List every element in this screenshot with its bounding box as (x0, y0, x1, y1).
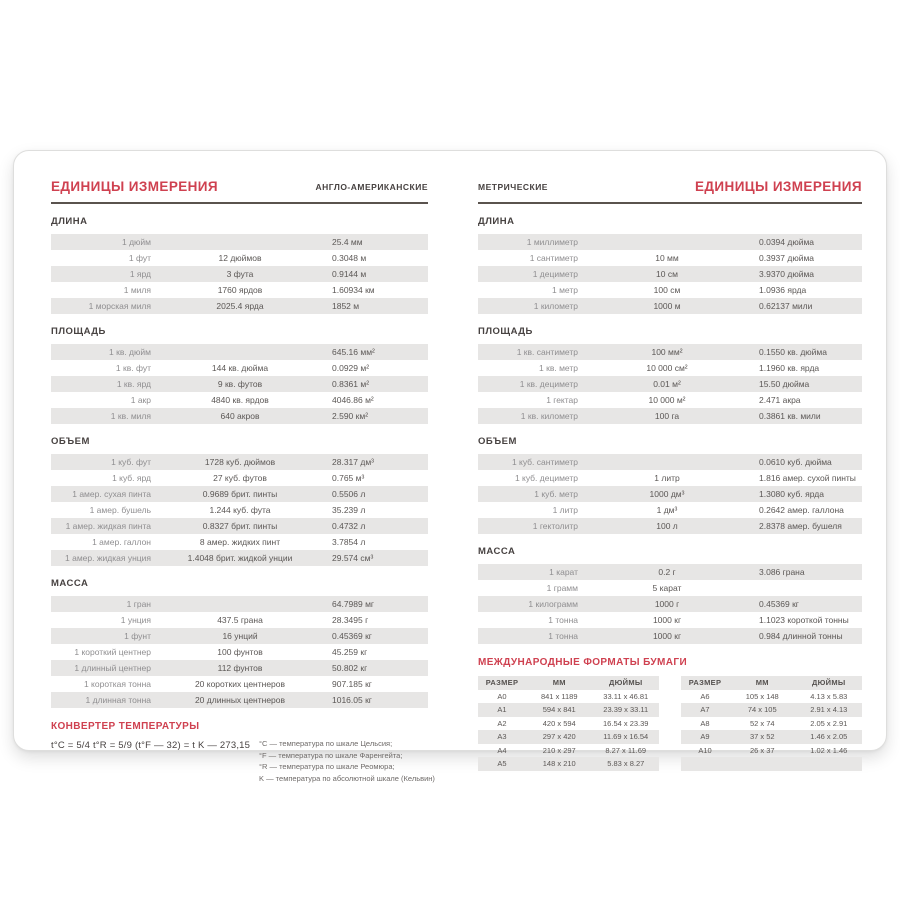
table-row (51, 234, 428, 250)
table-cell: 1.46 x 2.05 (810, 732, 848, 741)
table-cell: 1.4048 брит. жидкой унции (187, 553, 293, 563)
table-cell: 112 фунтов (217, 663, 263, 673)
units-table (478, 344, 862, 424)
table-cell: 1 кв. метр (539, 363, 578, 373)
column-size: РАЗМЕР (688, 678, 722, 687)
table-row (681, 703, 862, 717)
table-cell: 420 x 594 (542, 718, 576, 728)
table-row (681, 757, 862, 771)
table-row (51, 266, 428, 282)
table-cell: 15.50 дюйма (759, 379, 810, 389)
table-row (478, 564, 862, 580)
table-cell: 0.5506 л (332, 489, 366, 499)
table-row (51, 250, 428, 266)
section-heading: ДЛИНА (478, 216, 515, 227)
table-cell: 1000 м (653, 301, 681, 311)
table-cell: 1 гектолитр (532, 521, 578, 531)
table-cell: A6 (700, 691, 710, 701)
units-table (478, 234, 862, 314)
table-row (51, 376, 428, 392)
table-cell: 10 000 см² (646, 363, 688, 373)
table-cell: 594 x 841 (542, 705, 576, 714)
table-cell: 1 километр (533, 301, 578, 311)
table-cell: 640 акров (220, 411, 260, 421)
table-cell: 1 гран (126, 599, 151, 609)
table-cell: 1 метр (552, 285, 578, 295)
table-row (51, 298, 428, 314)
table-cell: 1 кв. дюйм (109, 347, 151, 357)
section-heading: ДЛИНА (51, 216, 88, 227)
section-heading: МАССА (478, 546, 516, 557)
table-cell: 11.69 x 16.54 (603, 732, 649, 741)
paper-tables (478, 676, 862, 771)
table-cell: 5 карат (652, 583, 682, 593)
table-cell (161, 234, 319, 250)
table-cell: 2025.4 ярда (216, 301, 264, 311)
table-cell: 10 см (656, 269, 678, 279)
table-cell: 10 мм (655, 253, 679, 263)
paper-rows (681, 690, 862, 771)
section-heading: ОБЪЕМ (478, 436, 517, 447)
table-cell: 907.185 кг (332, 679, 372, 689)
table-cell: 8 амер. жидких пинт (199, 537, 281, 547)
table-row (478, 580, 862, 596)
section-mass (51, 578, 428, 708)
table-cell: 20 коротких центнеров (194, 679, 286, 689)
table-cell: 1000 кг (652, 615, 682, 625)
table-row (478, 612, 862, 628)
table-cell (729, 757, 796, 771)
table-cell: 0.01 м² (653, 379, 681, 389)
table-cell: 35.239 л (332, 505, 366, 515)
table-row (51, 408, 428, 424)
paper-table-a0-a5 (478, 676, 659, 771)
table-row (478, 596, 862, 612)
table-cell: 1 кв. километр (520, 411, 578, 421)
table-cell: 1.02 x 1.46 (810, 745, 848, 755)
section-heading: ПЛОЩАДЬ (478, 326, 533, 337)
table-cell: 10 000 м² (648, 395, 686, 405)
table-row (478, 282, 862, 298)
table-row (478, 486, 862, 502)
table-cell: 148 x 210 (542, 759, 576, 768)
table-cell: 1 кв. фут (115, 363, 151, 373)
column-mm: ММ (755, 678, 769, 687)
table-row (478, 408, 862, 424)
table-cell: 5.83 x 8.27 (607, 759, 645, 768)
section-length (51, 216, 428, 314)
table-cell (681, 757, 729, 771)
table-cell: 26 x 37 (749, 745, 775, 755)
table-row (51, 282, 428, 298)
table-cell: A7 (700, 705, 710, 714)
table-cell: 1 литр (552, 505, 578, 515)
table-cell (588, 454, 746, 470)
table-row (51, 502, 428, 518)
section-volume (51, 436, 428, 566)
table-cell: 100 мм² (651, 347, 683, 357)
table-cell: A10 (698, 745, 712, 755)
paper-table-header (478, 676, 659, 690)
table-cell: A4 (497, 745, 507, 755)
table-row (478, 392, 862, 408)
table-row (478, 757, 659, 771)
table-cell: 1 килограмм (528, 599, 578, 609)
table-cell: 1 дюйм (121, 237, 151, 247)
table-cell: 1 кв. сантиметр (516, 347, 578, 357)
paper-table-a6-a10 (681, 676, 862, 771)
table-cell: 25.4 мм (332, 237, 363, 247)
table-cell: 1 длинный центнер (74, 663, 151, 673)
section-heading: МАССА (51, 578, 89, 589)
table-cell: 0.984 длинной тонны (759, 631, 843, 641)
table-cell: 0.9689 брит. пинты (202, 489, 278, 499)
table-cell: 33.11 x 46.81 (603, 691, 649, 701)
table-row (681, 730, 862, 744)
table-cell: 1.244 куб. фута (209, 505, 271, 515)
table-row (51, 644, 428, 660)
table-cell: A1 (497, 705, 507, 714)
table-row (681, 690, 862, 704)
table-cell: 52 x 74 (749, 718, 775, 728)
table-cell: 1 амер. жидкая пинта (65, 521, 151, 531)
header-rule (51, 202, 428, 204)
table-cell: 74 x 105 (747, 705, 777, 714)
table-cell: 16.54 x 23.39 (603, 718, 649, 728)
table-row (681, 717, 862, 731)
table-cell: 1 амер. сухая пинта (72, 489, 151, 499)
table-row (51, 628, 428, 644)
table-cell: 0.1550 кв. дюйма (759, 347, 827, 357)
units-table (478, 454, 862, 534)
table-cell: 1852 м (332, 301, 360, 311)
table-row (51, 660, 428, 676)
table-cell: 0.0929 м² (332, 363, 370, 373)
table-cell: 100 га (654, 411, 680, 421)
table-cell: 28.317 дм³ (332, 457, 374, 467)
table-row (478, 744, 659, 758)
table-cell: 2.8378 амер. бушеля (759, 521, 842, 531)
table-cell: 0.8361 м² (332, 379, 370, 389)
column-inches: ДЮЙМЫ (811, 678, 846, 687)
table-cell: 23.39 x 33.11 (603, 705, 649, 714)
table-cell: 0.9144 м (332, 269, 367, 279)
table-cell: 1 унция (120, 615, 151, 625)
table-cell: 100 фунтов (217, 647, 263, 657)
table-cell: 1 миллиметр (526, 237, 578, 247)
section-length (478, 216, 862, 314)
units-table (51, 596, 428, 708)
table-cell: 144 кв. дюйма (211, 363, 269, 373)
table-cell: A5 (497, 759, 507, 768)
table-cell: 1 карат (549, 567, 578, 577)
column-inches: ДЮЙМЫ (608, 678, 643, 687)
table-row (478, 518, 862, 534)
table-cell: 1 короткий центнер (74, 647, 151, 657)
table-cell: 1 куб. дециметр (514, 473, 578, 483)
temperature-note: °R — температура по шкале Реомюра; (259, 762, 395, 771)
table-cell: 8.27 x 11.69 (605, 745, 647, 755)
table-row (478, 360, 862, 376)
page-title: ЕДИНИЦЫ ИЗМЕРЕНИЯ (695, 179, 862, 194)
table-row (51, 612, 428, 628)
table-cell: 9 кв. футов (217, 379, 263, 389)
table-row (478, 628, 862, 644)
table-cell: 1000 кг (652, 631, 682, 641)
table-cell: 12 дюймов (218, 253, 262, 263)
table-cell: 2.471 акра (759, 395, 801, 405)
table-cell: A3 (497, 732, 507, 741)
table-cell: 1 тонна (548, 631, 578, 641)
table-row (478, 454, 862, 470)
table-row (478, 266, 862, 282)
table-cell: 0.0610 куб. дюйма (759, 457, 832, 467)
paper-table-header (681, 676, 862, 690)
page-subtitle: МЕТРИЧЕСКИЕ (478, 182, 548, 192)
table-cell: 1 грамм (546, 583, 578, 593)
section-heading: ОБЪЕМ (51, 436, 90, 447)
paper-formats-heading: МЕЖДУНАРОДНЫЕ ФОРМАТЫ БУМАГИ (478, 657, 688, 668)
table-row (478, 250, 862, 266)
section-heading: ПЛОЩАДЬ (51, 326, 106, 337)
table-cell (161, 596, 319, 612)
table-cell: 3.7854 л (332, 537, 366, 547)
paper-rows (478, 690, 659, 771)
table-cell (588, 234, 746, 250)
table-cell: 105 x 148 (745, 691, 779, 701)
table-cell: 1 фут (128, 253, 151, 263)
table-row (51, 470, 428, 486)
table-row (51, 550, 428, 566)
table-cell: 1 гектар (546, 395, 578, 405)
table-cell: 1 амер. галлон (92, 537, 151, 547)
temperature-heading: КОНВЕРТЕР ТЕМПЕРАТУРЫ (51, 721, 200, 732)
table-cell: 0.8327 брит. пинты (202, 521, 278, 531)
table-cell (796, 757, 863, 771)
table-cell: 0.45369 кг (759, 599, 799, 609)
table-cell: 1760 ярдов (217, 285, 263, 295)
table-cell: 0.2 г (658, 567, 676, 577)
table-cell: 2.05 x 2.91 (810, 718, 848, 728)
table-cell: 1 фунт (124, 631, 151, 641)
table-cell: 0.62137 мили (759, 301, 813, 311)
table-cell: A2 (497, 718, 507, 728)
table-row (478, 298, 862, 314)
table-cell: 45.259 кг (332, 647, 368, 657)
table-cell: 1 кв. миля (110, 411, 151, 421)
table-cell: 1 короткая тонна (83, 679, 151, 689)
paper-formats (478, 657, 862, 771)
table-cell: 1 ярд (129, 269, 151, 279)
table-cell: 20 длинных центнеров (194, 695, 286, 705)
table-cell: 1 амер. жидкая унция (65, 553, 151, 563)
table-cell: 1 куб. метр (534, 489, 578, 499)
table-cell: A8 (700, 718, 710, 728)
section-area (478, 326, 862, 424)
table-cell: 1000 дм³ (649, 489, 685, 499)
table-row (51, 676, 428, 692)
page-left (51, 172, 435, 783)
temperature-formula: t°C = 5/4 t°R = 5/9 (t°F — 32) = t K — 273,15 (51, 740, 251, 751)
table-row (478, 717, 659, 731)
diary-spread (13, 150, 887, 783)
units-table (51, 344, 428, 424)
table-cell: 841 x 1189 (540, 691, 578, 701)
section-mass (478, 546, 862, 644)
table-cell: 1.816 амер. сухой пинты (759, 473, 856, 483)
table-cell: 3.086 грана (759, 567, 805, 577)
temperature-body (51, 738, 435, 784)
table-row (51, 518, 428, 534)
units-table (51, 454, 428, 566)
table-cell: 1.60934 км (332, 285, 375, 295)
table-cell: 1 кв. ярд (116, 379, 151, 389)
table-row (478, 730, 659, 744)
section-volume (478, 436, 862, 534)
column-mm: ММ (552, 678, 566, 687)
table-cell: 0.3048 м (332, 253, 367, 263)
table-cell: 1 куб. ярд (112, 473, 151, 483)
table-cell: 437.5 грана (217, 615, 263, 625)
page-right (478, 172, 862, 768)
temperature-note: °F — температура по шкале Фаренгейта; (259, 750, 403, 760)
table-cell: 1000 г (654, 599, 680, 609)
table-cell: 0.4732 л (332, 521, 366, 531)
page-subtitle: АНГЛО-АМЕРИКАНСКИЕ (315, 182, 428, 192)
table-row (51, 392, 428, 408)
table-cell: 37 x 52 (749, 732, 775, 741)
table-cell: 3 фута (226, 269, 254, 279)
table-cell: 1 морская миля (88, 301, 151, 311)
column-size: РАЗМЕР (485, 678, 519, 687)
table-cell (161, 344, 319, 360)
table-row (51, 360, 428, 376)
table-cell: 1016.05 кг (332, 695, 372, 705)
table-cell: 0.765 м³ (332, 473, 365, 483)
table-cell: 50.802 кг (332, 663, 368, 673)
table-row (478, 470, 862, 486)
page-left-header (51, 172, 428, 194)
table-cell: 1 акр (130, 395, 151, 405)
table-cell: 0.45369 кг (332, 631, 372, 641)
temperature-notes (259, 738, 435, 784)
table-cell: 1 тонна (548, 615, 578, 625)
table-cell: 1 амер. бушель (89, 505, 151, 515)
table-cell: 1.1023 короткой тонны (759, 615, 849, 625)
table-cell: 297 x 420 (542, 732, 576, 741)
table-row (51, 534, 428, 550)
table-cell: A0 (497, 691, 507, 701)
table-cell: 1 сантиметр (529, 253, 578, 263)
units-table (478, 564, 862, 644)
table-cell: 0.0394 дюйма (759, 237, 815, 247)
table-cell: 4046.86 м² (332, 395, 374, 405)
table-row (478, 344, 862, 360)
page-title: ЕДИНИЦЫ ИЗМЕРЕНИЯ (51, 179, 218, 194)
temperature-note: °C — температура по шкале Цельсия; (259, 739, 393, 748)
table-cell: 29.574 см³ (332, 553, 374, 563)
table-cell: 1 миля (123, 285, 151, 295)
header-rule (478, 202, 862, 204)
table-row (51, 454, 428, 470)
table-cell: 1 дециметр (532, 269, 578, 279)
table-cell: 1 дм³ (656, 505, 678, 515)
table-cell: 1 куб. фут (111, 457, 151, 467)
table-cell: 100 л (656, 521, 678, 531)
table-row (51, 596, 428, 612)
table-row (681, 744, 862, 758)
table-cell: 100 см (653, 285, 681, 295)
table-cell: 1.1960 кв. ярда (759, 363, 820, 373)
table-cell: 1 кв. дециметр (519, 379, 578, 389)
table-cell: 28.3495 г (332, 615, 369, 625)
table-cell: 27 куб. футов (213, 473, 267, 483)
table-cell: 1 куб. сантиметр (511, 457, 578, 467)
table-cell: 2.91 x 4.13 (810, 705, 848, 714)
table-row (51, 486, 428, 502)
table-cell: A9 (700, 732, 710, 741)
table-cell: 1728 куб. дюймов (204, 457, 276, 467)
table-cell: 0.2642 амер. галлона (759, 505, 844, 515)
table-cell: 4.13 x 5.83 (810, 691, 848, 701)
table-cell: 1 длинная тонна (85, 695, 151, 705)
table-row (51, 344, 428, 360)
temperature-converter (51, 721, 435, 784)
table-cell: 3.9370 дюйма (759, 269, 815, 279)
table-cell (746, 580, 862, 596)
table-row (478, 690, 659, 704)
table-cell: 2.590 км² (332, 411, 369, 421)
table-row (478, 376, 862, 392)
table-cell: 0.3861 кв. мили (759, 411, 821, 421)
table-cell: 64.7989 мг (332, 599, 375, 609)
section-area (51, 326, 428, 424)
units-table (51, 234, 428, 314)
table-cell: 1.0936 ярда (759, 285, 807, 295)
table-row (478, 703, 659, 717)
table-cell: 1.3080 куб. ярда (759, 489, 824, 499)
table-cell: 1 литр (654, 473, 680, 483)
table-cell: 4840 кв. ярдов (211, 395, 269, 405)
table-cell: 16 унций (222, 631, 258, 641)
table-cell: 210 x 297 (542, 745, 576, 755)
table-cell: 645.16 мм² (332, 347, 375, 357)
table-cell: 0.3937 дюйма (759, 253, 815, 263)
table-row (478, 234, 862, 250)
temperature-note: K — температура по абсолютной шкале (Кельвин) (259, 773, 435, 783)
page-right-header (478, 172, 862, 194)
table-row (51, 692, 428, 708)
table-row (478, 502, 862, 518)
